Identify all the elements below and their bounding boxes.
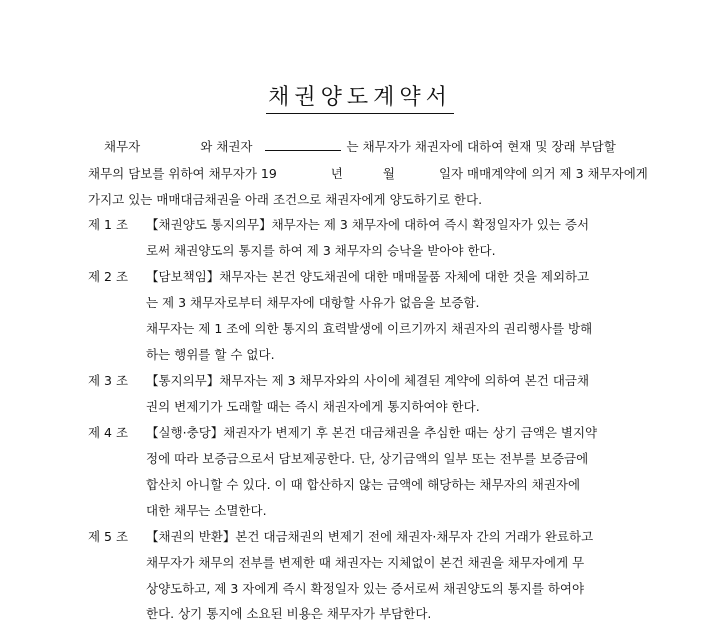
creditor-name-blank[interactable]: [265, 140, 341, 151]
article-2-number: 제 2 조: [88, 269, 129, 284]
preamble-line-1-rest: 는 채무자가 채권자에 대하여 현재 및 장래 부담할: [346, 139, 616, 154]
article-2-line-1: 【담보책임】채무자는 본건 양도채권에 대한 매매물품 자체에 대한 것을 제외하고: [146, 269, 590, 284]
preamble-month-label: 월: [382, 166, 395, 181]
preamble-line-2: [88, 166, 648, 182]
preamble-line-3: 가지고 있는 매매대금채권을 아래 조건으로 채권자에게 양도하기로 한다.: [88, 192, 483, 207]
preamble-creditor-label: 와 채권자: [200, 139, 253, 154]
article-5-line-4: 한다. 상기 통지에 소요된 비용은 채무자가 부담한다.: [146, 606, 432, 621]
preamble-line-1: [104, 139, 616, 155]
article-3-line-1: 【통지의무】채무자는 제 3 채무자와의 사이에 체결된 계약에 의하여 본건 대금채: [146, 373, 590, 388]
preamble-year-label: 년: [330, 166, 343, 181]
article-2-line-2: 는 제 3 채무자로부터 채무자에 대항할 사유가 없음을 보증함.: [146, 295, 480, 310]
article-5-line-2: 채무자가 채무의 전부를 변제한 때 채권자는 지체없이 본건 채권을 채무자에게 무: [146, 555, 585, 570]
article-4-line-2: 정에 따라 보증금으로서 담보제공한다. 단, 상기금액의 일부 또는 전부를 보증금에: [146, 451, 589, 466]
article-5-line-3: 상양도하고, 제 3 자에게 즉시 확정일자 있는 증서로써 채권양도의 통지를 하여야: [146, 581, 585, 596]
article-3-line-2: 권의 변제기가 도래할 때는 즉시 채권자에게 통지하여야 한다.: [146, 399, 480, 414]
document-title: 채권양도계약서: [266, 84, 454, 114]
article-5-line-1: 【채권의 반환】본건 대금채권의 변제기 전에 채권자·채무자 간의 거래가 완료하고: [146, 529, 594, 544]
article-2-line-4: 하는 행위를 할 수 없다.: [146, 347, 275, 362]
article-1-line-1: 【채권양도 통지의무】채무자는 제 3 채무자에 대하여 즉시 확정일자가 있는 증서: [146, 217, 590, 232]
preamble-line-2-a: 채무의 담보를 위하여 채무자가 19: [88, 166, 277, 181]
article-4-line-1: 【실행·충당】채권자가 변제기 후 본건 대금채권을 추심한 때는 상기 금액은 별지약: [146, 425, 598, 440]
article-4-number: 제 4 조: [88, 425, 129, 440]
article-1-number: 제 1 조: [88, 217, 129, 232]
document-title-wrap: [0, 84, 720, 114]
preamble-debtor-label: 채무자: [104, 139, 141, 154]
article-4-line-3: 합산치 아니할 수 있다. 이 때 합산하지 않는 금액에 해당하는 채무자의 채권자에: [146, 477, 581, 492]
article-1-line-2: 로써 채권양도의 통지를 하여 제 3 채무자의 승낙을 받아야 한다.: [146, 243, 496, 258]
article-2-line-3: 채무자는 제 1 조에 의한 통지의 효력발생에 이르기까지 채권자의 권리행사를 방해: [146, 321, 593, 336]
article-4-line-4: 대한 채무는 소멸한다.: [146, 503, 267, 518]
article-5-number: 제 5 조: [88, 529, 129, 544]
preamble-line-2-rest: 일자 매매계약에 의거 제 3 채무자에게: [438, 166, 648, 181]
article-3-number: 제 3 조: [88, 373, 129, 388]
